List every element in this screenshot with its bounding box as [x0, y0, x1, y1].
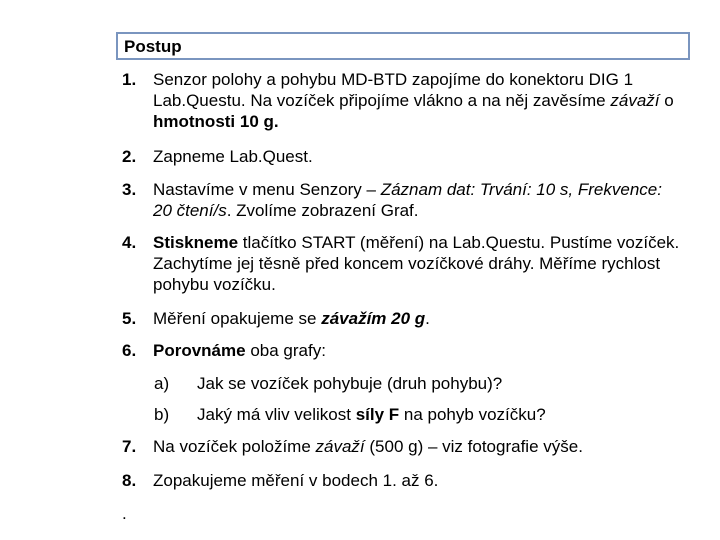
substep-label: b)	[154, 405, 170, 424]
substep-text: Jaký má vliv velikost síly F na pohyb vozíčku?	[197, 405, 546, 424]
section-header	[116, 32, 690, 60]
substep-label: a)	[154, 374, 170, 393]
step-7	[122, 436, 682, 457]
step-number: 6.	[122, 341, 137, 360]
step-number: 3.	[122, 180, 137, 199]
step-number: 5.	[122, 309, 137, 328]
step-text: Senzor polohy a pohybu MD-BTD zapojíme do konektoru DIG 1 Lab.Questu. Na vozíček připojíme vlákno a na něj zavěsíme závaží o hmotnosti 10 g.	[153, 70, 674, 131]
step-number: 1.	[122, 70, 137, 89]
step-text: Zopakujeme měření v bodech 1. až 6.	[153, 471, 439, 490]
step-8	[122, 470, 682, 491]
step-number: 7.	[122, 437, 137, 456]
trailing-period: .	[122, 504, 127, 523]
section-title: Postup	[124, 37, 182, 56]
step-number: 4.	[122, 233, 137, 252]
step-5	[122, 308, 682, 329]
step-6	[122, 340, 682, 361]
step-number: 2.	[122, 147, 137, 166]
step-text: Na vozíček položíme závaží (500 g) – viz fotografie výše.	[153, 437, 583, 456]
step-2	[122, 146, 682, 167]
step-1	[122, 69, 682, 132]
substep-text: Jak se vozíček pohybuje (druh pohybu)?	[197, 374, 503, 393]
trailing-mark	[122, 503, 682, 524]
step-number: 8.	[122, 471, 137, 490]
step-4	[122, 232, 682, 295]
step-text: Nastavíme v menu Senzory – Záznam dat: Trvání: 10 s, Frekvence: 20 čtení/s. Zvolíme zobrazení Graf.	[153, 180, 662, 220]
step-3	[122, 179, 682, 221]
step-text: Porovnáme oba grafy:	[153, 341, 326, 360]
step-text: Zapneme Lab.Quest.	[153, 147, 313, 166]
step-text: Měření opakujeme se závažím 20 g.	[153, 309, 430, 328]
step-text: Stiskneme tlačítko START (měření) na Lab.Questu. Pustíme vozíček. Zachytíme jej těsně před koncem vozíčkové dráhy. Měříme rychlost pohybu vozíčku.	[153, 233, 680, 294]
